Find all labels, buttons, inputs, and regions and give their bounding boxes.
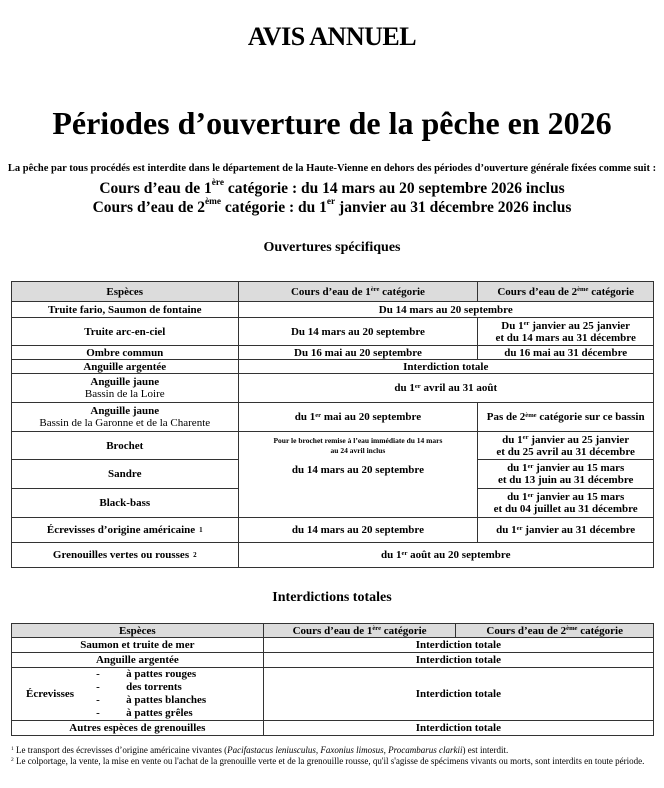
- table-row: Écrevisses - à pattes rouges - des torrents - à pattes blanches - à pattes grêles Interdiction totale: [12, 668, 654, 721]
- col-species: Espèces: [12, 282, 239, 302]
- table-row: Écrevisses d’origine américaine $^1$ du 14 mars au 20 septembre du 1er janvier au 31 décembre: [12, 518, 654, 543]
- table-row: Ombre commun Du 16 mai au 20 septembre du 16 mai au 31 décembre: [12, 346, 654, 360]
- notice-label: AVIS ANNUEL: [247, 22, 417, 51]
- table-row: Saumon et truite de mer Interdiction totale: [12, 638, 654, 653]
- page-title: Périodes d’ouverture de la pêche en 2026: [52, 105, 612, 141]
- table-row: Sandre du 1er janvier au 15 mars et du 13 juin au 31 décembre: [12, 460, 654, 489]
- category-1-period: Cours d’eau de 1ère catégorie : du 14 mars au 20 septembre 2026 inclus: [99, 178, 565, 197]
- section-title-prohibitions: Interdictions totales: [272, 590, 392, 605]
- table-row: Truite fario, Saumon de fontaine Du 14 mars au 20 septembre: [12, 302, 654, 318]
- table-row: Truite arc-en-ciel Du 14 mars au 20 septembre Du 1er janvier au 25 janvier et du 14 mars au 31 décembre: [12, 318, 654, 346]
- col-cat2: Cours d’eau de 2ème catégorie: [478, 282, 654, 302]
- carnassiers-cat1-cell: Pour le brochet remise à l’eau immédiate du 14 mars au 24 avril inclus du 14 mars au 20 septembre: [238, 432, 478, 518]
- ecrevisses-types-list: - à pattes rouges - des torrents - à pattes blanches - à pattes grêles: [96, 668, 207, 719]
- table-row: Anguille jaune Bassin de la Garonne et de la Charente du 1er mai au 20 septembre Pas de 2ème catégorie sur ce bassin: [12, 403, 654, 432]
- table-header-row: Espèces Cours d’eau de 1ère catégorie Cours d’eau de 2ème catégorie: [12, 624, 654, 638]
- intro-text: La pêche par tous procédés est interdite dans le département de la Haute-Vienne en dehors des périodes d’ouverture générale fixées comme suit :: [7, 163, 657, 174]
- table-header-row: [12, 282, 654, 302]
- ecrevisses-cell: Écrevisses - à pattes rouges - des torrents - à pattes blanches - à pattes grêles: [26, 668, 207, 719]
- specific-openings-table: [11, 281, 654, 568]
- category-2-period: Cours d’eau de 2ème catégorie : du 1er janvier au 31 décembre 2026 inclus: [92, 197, 572, 216]
- col-cat1: Cours d’eau de 1ère catégorie: [238, 282, 478, 302]
- table-row: Black-bass du 1er janvier au 15 mars et du 04 juillet au 31 décembre: [12, 489, 654, 518]
- table-row: Grenouilles vertes ou rousses $^2$ du 1er août au 20 septembre: [12, 543, 654, 568]
- table-row: Brochet Pour le brochet remise à l’eau immédiate du 14 mars au 24 avril inclus du 14 mars au 20 septembre du 1er janvier au 25 janvier et du 25 avril au 31 décembre: [12, 432, 654, 460]
- table-row: Anguille jaune Bassin de la Loire du 1er avril au 31 août: [12, 374, 654, 403]
- footnote-1: $^1$ Le transport des écrevisses d’origine américaine vivantes (Pacifastacus leniusculus, Faxonius limosus, Procambarus clarkii) est interdit.: [11, 745, 509, 755]
- table-row: Autres espèces de grenouilles Interdiction totale: [12, 721, 654, 736]
- footnote-2: $^2$ Le colportage, la vente, la mise en vente ou l'achat de la grenouille verte et de la grenouille rousse, qu'il s'agisse de spécimens vivants ou morts, sont interdits en toute période.: [11, 756, 645, 766]
- section-title-specific: Ouvertures spécifiques: [263, 240, 401, 255]
- total-prohibitions-table: [11, 623, 654, 736]
- table-row: Anguille argentée Interdiction totale: [12, 653, 654, 668]
- table-row: Anguille argentée Interdiction totale: [12, 360, 654, 374]
